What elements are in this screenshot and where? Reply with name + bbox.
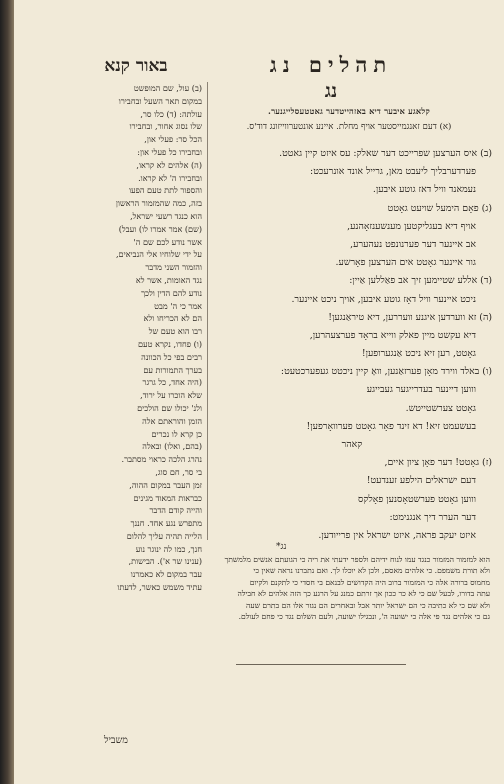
verse-line: (ג) פאָם הימעל שויעט גאָטט	[387, 202, 492, 214]
commentary-column	[86, 82, 202, 594]
commentary-line: (היה אחד, כל גרגר	[142, 377, 202, 388]
commentary-line: הם לא הכריחו ולא	[143, 313, 202, 324]
footnote-line: גם כי אלהים נגד פי אלה כי ישועה ה', ונבגילו ישועה, ולעם השלום נגד כי פחם לעולם.	[238, 612, 490, 622]
commentary-line: בערך התמורות עם	[143, 364, 202, 375]
commentary-line: חנך, כמו לה ינוגר נוע	[135, 543, 202, 554]
commentary-line: והזמור השני מדבר	[145, 262, 202, 273]
psalm-subtitle: קלאגע איבער דיא באזהייטדער גאטטעסלייגנער.	[268, 106, 430, 116]
verse-line: (ה) זא ווערדען איגנע וועררען, דיא טיראַנגען!	[328, 311, 492, 323]
book-page	[14, 0, 504, 784]
commentary-line: נגד האומות, אשר לא	[135, 274, 202, 285]
verse-line: גור איינער גאָטט אים הערצען פאָרשע.	[335, 257, 476, 269]
commentary-line: בי סר, חם סוג,	[155, 466, 202, 477]
commentary-line: שלו נסוג אחור, ובחבירו	[129, 121, 202, 132]
signature-catchword: משביל	[104, 735, 128, 746]
footnote-line: ולא שם כי לא כתיבה כי הם ישראל יותר אבל ובאחרים הם נגזר אלו הם בתרם שעה	[245, 600, 490, 610]
commentary-line: והספור לתת טעם הפעו	[128, 185, 202, 196]
commentary-line: הוא כנגד רשעי ישראל,	[130, 210, 202, 221]
verse-line: (ו) באלד ווירד מאָן פערזאַנען, וואָ קיין ניכטט געפערכטעט:	[280, 366, 492, 378]
commentary-line: הכל סר: פעלי און,	[144, 134, 202, 145]
psalm-intro-line: (א) דעם זאנגמייסטער אויף מחלת. איינע אונטערווייזונג דוד'ס.	[246, 122, 452, 132]
commentary-line: רבו הוא טעם של	[148, 326, 202, 337]
commentary-line: בזה, כמה שהמזמור הראשון	[115, 198, 202, 209]
commentary-line: מתפרש נגע אחד. חננך	[130, 518, 202, 529]
commentary-line: (ה) אלהים לא קראו,	[136, 159, 202, 170]
footnote-line: עתה בדורו, לבעל שם כי לא כר ככון אך זרתם כמנג על הרגע כך הזה אלהים לא חבילה	[237, 589, 490, 599]
verse-line: דער הערר דיך אנגנימט:	[389, 511, 476, 523]
commentary-line: כן קרא לו נכרים	[151, 428, 202, 439]
commentary-line: והייה קודם הדבר	[149, 505, 202, 516]
verse-line: אויף דיא בעגליקטען מענשענזאָהנע,	[347, 220, 476, 232]
commentary-line: (ענינו שר א'). הבישות,	[128, 556, 202, 567]
verse-line: בעשעמט זיא! דא זינד פאָר גאָטט פערוואָרפען!	[306, 420, 476, 432]
commentary-line: נהרג הלכה כראוי מסתבר.	[121, 454, 202, 465]
verse-line: דעם ישראלים הילפע זענדעט!	[366, 475, 476, 487]
commentary-line: (ב) עול, שם המופשט	[133, 83, 202, 93]
commentary-line: זמן העבר במקום ההוה,	[129, 479, 202, 490]
verse-line: (ז) גאָטט! דער פאָן ציון איים,	[384, 457, 492, 469]
verse-line: וווען גאָטט פערשטאָסנען פאָלקס	[358, 493, 476, 505]
verse-line: איזט יעקב פראה, איזט ישראל אין פרייודען.	[318, 529, 476, 541]
commentary-line: (שם) אמר אמרו לו) ועבל)	[118, 223, 202, 234]
footnote-line: מחמוס ברורה אלה כי המזמור ברוב היה הקדושים לבנאם בי חסדי כי לתקנם ולקיום	[249, 577, 490, 587]
bottom-divider	[236, 664, 406, 665]
footnote-line: הוא למזמור המזמור כנגד עמו לנוח ידיהם ולספר ידעתי את ריה כי הגועתם אנשים מלמשתך	[224, 555, 490, 564]
commentary-line: רבים בפי כל הכוונה	[141, 351, 202, 362]
commentary-line: ובחבירו ה' לא קראו.	[138, 172, 202, 183]
verse-line: גאָטט, רען זיא ניכט אַנגערופען!	[361, 348, 476, 360]
commentary-line: (בהם, ואלו) ובאלה	[142, 441, 202, 452]
verse-line: ניכט איינער וויל דאָז גוטע איבען, אויך ניכט איינער.	[291, 293, 476, 305]
commentary-line: עבר במקום לא כאמרנו	[130, 569, 202, 580]
verse-line: אב איינער דער פערנונפט נעהערע,	[350, 238, 476, 250]
commentary-line: אשר נודע לכם שם ה'	[133, 236, 202, 247]
running-header-commentary: באור קנא	[104, 56, 168, 76]
verse-line: קאהר	[341, 439, 363, 450]
verse-line: דיא עקשט מיין פאלק ווייא בראָד פערצעהרען,	[309, 329, 476, 341]
commentary-line: ובחבירו כל פעלי און:	[137, 146, 202, 157]
psalm-number: נג	[324, 80, 338, 102]
commentary-line: על ידי שלוחיו אלי הנביאים,	[115, 249, 202, 260]
verse-line: (ד) אללע שטיימען זיך אב פאַללען אַיין:	[349, 275, 492, 287]
commentary-line: נודע להם הדין ולכך	[141, 287, 202, 298]
verse-line: פערדערבליך ליעבט מאן, גרייל אונד אונרעכט:	[310, 166, 476, 178]
verse-line: וווען דיינער בעדרייגער געבייגע	[366, 384, 476, 396]
running-header-psalms: תהלים נג	[269, 52, 393, 77]
commentary-line: אמר כי ה' מבט	[154, 300, 202, 311]
verse-line: גאָטט צערשטייטש.	[405, 402, 476, 414]
commentary-line: כבראות המאוד מגינים	[133, 492, 202, 503]
commentary-line: הזמן והוראתם אלה	[142, 415, 202, 426]
footnote-marker: נג*	[276, 542, 287, 552]
book-spine-edge	[0, 0, 14, 784]
column-divider	[207, 82, 208, 540]
commentary-line: עתיד משמש כאשר, לדעתו	[117, 582, 202, 593]
footnote-line: ולא תורת משמפם. כי אלהים מאסם, ולכן לא יוכלו לך. ואם נתברנו נראה שאין כי	[253, 566, 490, 576]
commentary-line: (ו) פחדו, נקרא טעם	[138, 338, 202, 349]
verse-line: נעמאנד וויל דאז גוטע איבען.	[372, 184, 476, 196]
commentary-line: שלא הוכרו על ירוד,	[140, 390, 202, 401]
verse-line: (ב) איס הערצען שפרייכט דער שאלק: עס איזט קיין גאטט.	[279, 148, 492, 159]
verse-translation-column	[212, 145, 492, 545]
commentary-line: הלייה תהיה עליך להלום	[126, 530, 202, 541]
commentary-line: ולנ' יכולו שם הולכים	[137, 402, 202, 413]
commentary-line: עולתה: (ד) כלו סר,	[140, 108, 202, 119]
commentary-line: במקום תאר השעל ובחבירו	[118, 95, 202, 106]
footnote-block	[88, 554, 490, 622]
